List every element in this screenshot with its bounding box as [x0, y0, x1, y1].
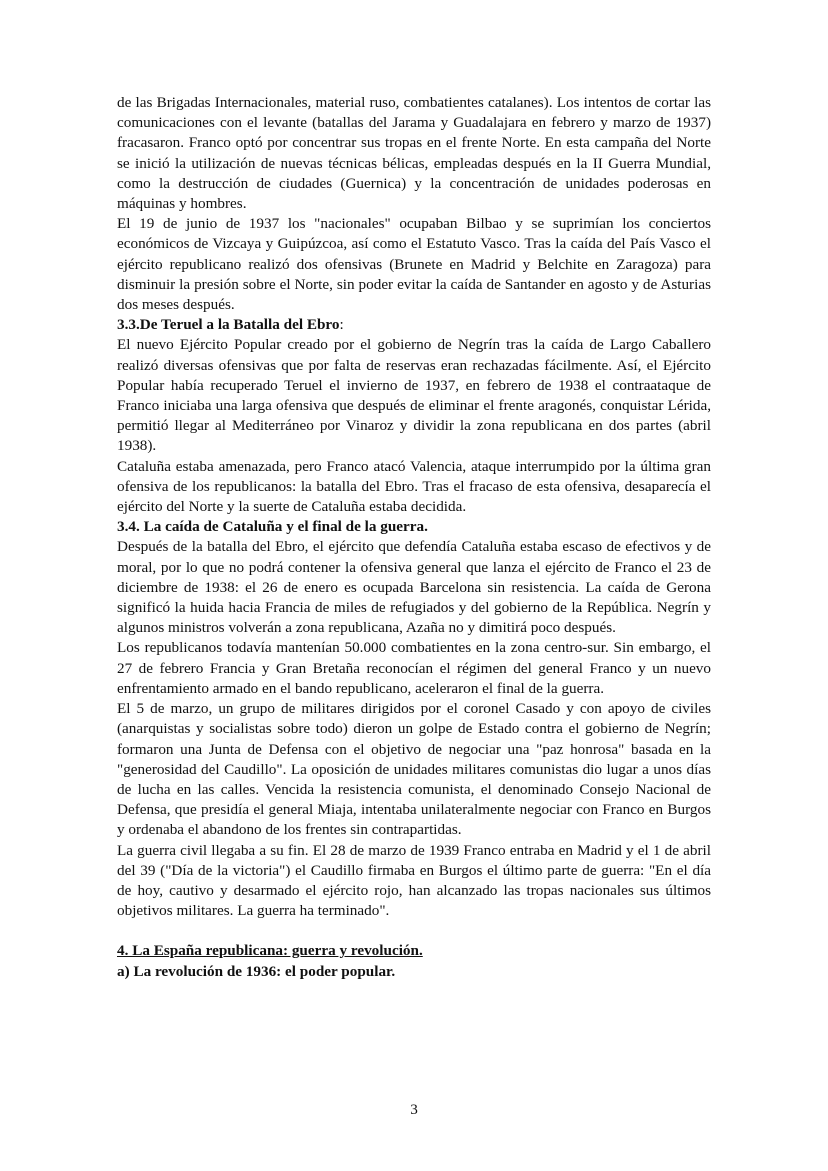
- paragraph: La guerra civil llegaba a su fin. El 28 de marzo de 1939 Franco entraba en Madrid y el 1 de abril del 39 ("Día de la victoria") el Caudillo firmaba en Burgos el último parte de guerra: "En el día de hoy, cautivo y desarmado el ejército rojo, han alcanzado las tropas nacionales sus últimos objetivos militares. La guerra ha terminado".: [117, 841, 711, 920]
- subsection-heading-4a: a) La revolución de 1936: el poder popular.: [117, 962, 396, 980]
- paragraph: El 19 de junio de 1937 los "nacionales" ocupaban Bilbao y se suprimían los conciertos económicos de Vizcaya y Guipúzcoa, así como el Estatuto Vasco. Tras la caída del País Vasco el ejército republicano realizó dos ofensivas (Brunete en Madrid y Belchite en Zaragoza) para disminuir la presión sobre el Norte, sin poder evitar la caída de Santander en agosto y de Asturias dos meses después.: [117, 215, 711, 314]
- document-page: [117, 93, 711, 982]
- section-heading-3-3-colon: :: [339, 316, 344, 334]
- section-heading-4: [117, 941, 711, 961]
- section-heading-4-text: 4. La España republicana: guerra y revolución.: [117, 942, 423, 960]
- paragraph: Después de la batalla del Ebro, el ejército que defendía Cataluña estaba escaso de efectivos y de moral, por lo que no podrá contener la ofensiva general que lanza el ejército de Franco el 23 de diciembre de 1938: el 26 de enero es ocupada Barcelona sin resistencia. La caída de Gerona significó la huida hacia Francia de miles de refugiados y del gobierno de la República. Negrín y algunos ministros volverán a zona republicana, Azaña no y dimitirá poco después.: [117, 538, 711, 637]
- paragraph: de las Brigadas Internacionales, material ruso, combatientes catalanes). Los intentos de cortar las comunicaciones con el levante (batallas del Jarama y Guadalajara en febrero y marzo de 1937) fracasaron. Franco optó por concentrar sus tropas en el frente Norte. En esta campaña del Norte se inició la utilización de nuevas técnicas bélicas, empleadas después en la II Guerra Mundial, como la destrucción de ciudades (Guernica) y la concentración de unidades poderosas en máquinas y hombres.: [117, 94, 711, 213]
- section-heading-3-3: [117, 315, 711, 335]
- paragraph: Los republicanos todavía mantenían 50.000 combatientes en la zona centro-sur. Sin embargo, el 27 de febrero Francia y Gran Bretaña reconocían el régimen del general Franco y un nuevo enfrentamiento armado en el bando republicano, aceleraron el final de la guerra.: [117, 639, 711, 697]
- paragraph: El nuevo Ejército Popular creado por el gobierno de Negrín tras la caída de Largo Caballero realizó diversas ofensivas que por falta de reservas eran rechazadas fácilmente. Así, el Ejército Popular había recuperado Teruel el invierno de 1937, en febrero de 1938 el contraataque de Franco iniciaba una larga ofensiva que después de eliminar el frente aragonés, conquistar Lérida, permitió llegar al Mediterráneo por Vinaroz y dividir la zona republicana en dos partes (abril 1938).: [117, 336, 711, 455]
- spacer: [117, 921, 711, 941]
- paragraph: El 5 de marzo, un grupo de militares dirigidos por el coronel Casado y con apoyo de civiles (anarquistas y socialistas sobre todo) dieron un golpe de Estado contra el gobierno de Negrín; formaron una Junta de Defensa con el objetivo de negociar una "paz honrosa" basada en la "generosidad del Caudillo". La oposición de unidades militares comunistas dio lugar a unos días de lucha en las calles. Vencida la resistencia comunista, el denominado Consejo Nacional de Defensa, que presidía el general Miaja, intentaba unilateralmente negociar con Franco en Burgos y ordenaba el abandono de los frentes sin contrapartidas.: [117, 700, 711, 839]
- section-heading-3-4: 3.4. La caída de Cataluña y el final de la guerra.: [117, 518, 428, 536]
- section-heading-3-3-text: 3.3.De Teruel a la Batalla del Ebro: [117, 316, 340, 334]
- page-number: 3: [410, 1101, 418, 1118]
- paragraph: Cataluña estaba amenazada, pero Franco atacó Valencia, ataque interrumpido por la última gran ofensiva de los republicanos: la batalla del Ebro. Tras el fracaso de esta ofensiva, desaparecía el ejército del Norte y la suerte de Cataluña estaba decidida.: [117, 457, 711, 516]
